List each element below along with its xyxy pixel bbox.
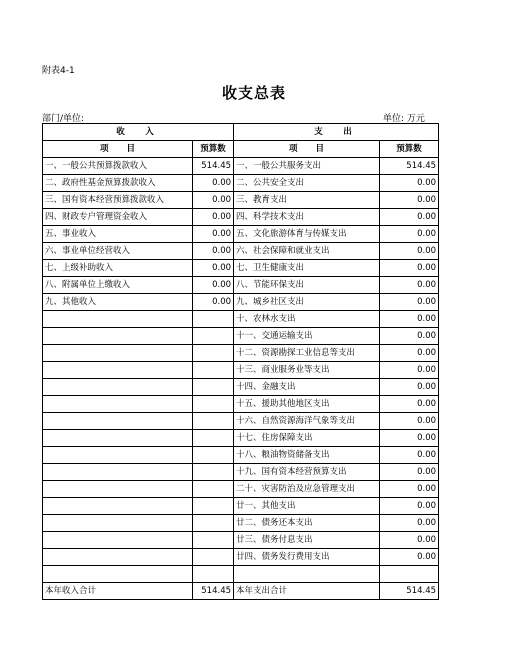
table-row: [43, 566, 439, 583]
table-row: [43, 328, 439, 345]
table-row: [43, 158, 439, 175]
unit-label: 单位: 万元: [383, 114, 425, 124]
expense-item-name: 二、公共安全支出: [234, 175, 380, 192]
empty-cell: [43, 311, 193, 328]
empty-cell: [43, 379, 193, 396]
table-row: [43, 226, 439, 243]
expense-item-name: 十九、国有资本经营预算支出: [234, 464, 380, 481]
income-item-name: 二、政府性基金预算拨款收入: [43, 175, 193, 192]
department-label: 部门/单位:: [42, 114, 85, 124]
expense-budget-value: 0.00: [380, 345, 439, 362]
table-row: [43, 413, 439, 430]
table-row: [43, 277, 439, 294]
expense-section-header: 支 出: [234, 124, 439, 141]
table-row: [43, 345, 439, 362]
income-total-label: 本年收入合计: [43, 583, 193, 600]
table-row: [43, 192, 439, 209]
expense-item-name: 廿四、债务发行费用支出: [234, 549, 380, 566]
expense-total-value: 514.45: [380, 583, 439, 600]
income-item-name: 三、国有资本经营预算拨款收入: [43, 192, 193, 209]
income-item-name: 五、事业收入: [43, 226, 193, 243]
income-section-header: 收 入: [43, 124, 234, 141]
empty-cell: [43, 532, 193, 549]
expense-budget-value: 0.00: [380, 362, 439, 379]
expense-budget-value: 0.00: [380, 328, 439, 345]
income-budget-header: 预算数: [193, 141, 234, 158]
expense-budget-value: 0.00: [380, 226, 439, 243]
empty-cell: [43, 328, 193, 345]
income-budget-value: 514.45: [193, 158, 234, 175]
income-budget-value: 0.00: [193, 277, 234, 294]
expense-item-name: 廿一、其他支出: [234, 498, 380, 515]
empty-cell: [193, 464, 234, 481]
expense-budget-value: 0.00: [380, 396, 439, 413]
expense-item-name: 九、城乡社区支出: [234, 294, 380, 311]
income-budget-value: 0.00: [193, 175, 234, 192]
table-row: [43, 430, 439, 447]
expense-item-header: 项 目: [234, 141, 380, 158]
expense-budget-value: 0.00: [380, 243, 439, 260]
empty-cell: [234, 566, 380, 583]
expense-budget-value: 0.00: [380, 549, 439, 566]
empty-cell: [43, 549, 193, 566]
empty-cell: [193, 328, 234, 345]
empty-cell: [193, 515, 234, 532]
table-row: [43, 362, 439, 379]
annex-number: 附表4-1: [42, 66, 75, 76]
income-item-name: 一、一般公共预算拨款收入: [43, 158, 193, 175]
expense-item-name: 三、教育支出: [234, 192, 380, 209]
budget-summary-table: [42, 123, 439, 600]
income-total-value: 514.45: [193, 583, 234, 600]
expense-budget-value: 0.00: [380, 464, 439, 481]
table-row: [43, 549, 439, 566]
expense-item-name: 十、农林水支出: [234, 311, 380, 328]
expense-budget-value: 0.00: [380, 532, 439, 549]
empty-cell: [43, 566, 193, 583]
empty-cell: [193, 430, 234, 447]
expense-budget-value: 0.00: [380, 498, 439, 515]
expense-budget-value: 0.00: [380, 430, 439, 447]
expense-item-name: 十二、资源勘探工业信息等支出: [234, 345, 380, 362]
expense-item-name: 七、卫生健康支出: [234, 260, 380, 277]
empty-cell: [43, 464, 193, 481]
expense-budget-value: 0.00: [380, 311, 439, 328]
empty-cell: [43, 396, 193, 413]
income-item-name: 六、事业单位经营收入: [43, 243, 193, 260]
empty-cell: [43, 481, 193, 498]
expense-budget-header: 预算数: [380, 141, 439, 158]
empty-cell: [43, 447, 193, 464]
expense-budget-value: 0.00: [380, 481, 439, 498]
expense-budget-value: 0.00: [380, 260, 439, 277]
empty-cell: [193, 396, 234, 413]
column-header-row: [43, 141, 439, 158]
table-row: [43, 175, 439, 192]
table-row: [43, 464, 439, 481]
expense-item-name: 十五、援助其他地区支出: [234, 396, 380, 413]
empty-cell: [193, 362, 234, 379]
expense-total-label: 本年支出合计: [234, 583, 380, 600]
expense-budget-value: 0.00: [380, 515, 439, 532]
expense-item-name: 四、科学技术支出: [234, 209, 380, 226]
income-item-name: 七、上级补助收入: [43, 260, 193, 277]
empty-cell: [43, 345, 193, 362]
table-row: [43, 481, 439, 498]
table-row: [43, 447, 439, 464]
table-row: [43, 209, 439, 226]
empty-cell: [193, 311, 234, 328]
table-row: [43, 498, 439, 515]
income-budget-value: 0.00: [193, 209, 234, 226]
expense-budget-value: 0.00: [380, 294, 439, 311]
table-row: [43, 532, 439, 549]
expense-item-name: 十七、住房保障支出: [234, 430, 380, 447]
empty-cell: [43, 362, 193, 379]
empty-cell: [193, 345, 234, 362]
expense-budget-value: 0.00: [380, 277, 439, 294]
empty-cell: [43, 498, 193, 515]
income-budget-value: 0.00: [193, 243, 234, 260]
empty-cell: [193, 498, 234, 515]
expense-budget-value: 0.00: [380, 209, 439, 226]
expense-item-name: 十四、金融支出: [234, 379, 380, 396]
expense-budget-value: 0.00: [380, 379, 439, 396]
expense-item-name: 一、一般公共服务支出: [234, 158, 380, 175]
table-row: [43, 379, 439, 396]
empty-cell: [193, 566, 234, 583]
empty-cell: [380, 566, 439, 583]
expense-budget-value: 514.45: [380, 158, 439, 175]
expense-item-name: 十八、粮油物资储备支出: [234, 447, 380, 464]
empty-cell: [43, 413, 193, 430]
empty-cell: [193, 447, 234, 464]
table-row: [43, 396, 439, 413]
expense-item-name: 八、节能环保支出: [234, 277, 380, 294]
table-row: [43, 243, 439, 260]
expense-budget-value: 0.00: [380, 447, 439, 464]
section-header-row: [43, 124, 439, 141]
empty-cell: [43, 430, 193, 447]
expense-item-name: 十三、商业服务业等支出: [234, 362, 380, 379]
income-budget-value: 0.00: [193, 226, 234, 243]
expense-budget-value: 0.00: [380, 175, 439, 192]
empty-cell: [193, 481, 234, 498]
income-item-name: 八、附属单位上缴收入: [43, 277, 193, 294]
table-row: [43, 294, 439, 311]
income-budget-value: 0.00: [193, 192, 234, 209]
empty-cell: [193, 549, 234, 566]
expense-item-name: 六、社会保障和就业支出: [234, 243, 380, 260]
expense-budget-value: 0.00: [380, 413, 439, 430]
table-row: [43, 515, 439, 532]
income-item-name: 四、财政专户管理资金收入: [43, 209, 193, 226]
income-item-header: 项 目: [43, 141, 193, 158]
expense-budget-value: 0.00: [380, 192, 439, 209]
income-budget-value: 0.00: [193, 294, 234, 311]
expense-item-name: 十六、自然资源海洋气象等支出: [234, 413, 380, 430]
expense-item-name: 二十、灾害防治及应急管理支出: [234, 481, 380, 498]
table-row: [43, 311, 439, 328]
page-title: 收支总表: [221, 84, 286, 102]
empty-cell: [193, 379, 234, 396]
income-budget-value: 0.00: [193, 260, 234, 277]
empty-cell: [193, 532, 234, 549]
empty-cell: [43, 515, 193, 532]
expense-item-name: 十一、交通运输支出: [234, 328, 380, 345]
totals-row: [43, 583, 439, 600]
table-row: [43, 260, 439, 277]
empty-cell: [193, 413, 234, 430]
expense-item-name: 廿二、债务还本支出: [234, 515, 380, 532]
expense-item-name: 五、文化旅游体育与传媒支出: [234, 226, 380, 243]
expense-item-name: 廿三、债务付息支出: [234, 532, 380, 549]
income-item-name: 九、其他收入: [43, 294, 193, 311]
